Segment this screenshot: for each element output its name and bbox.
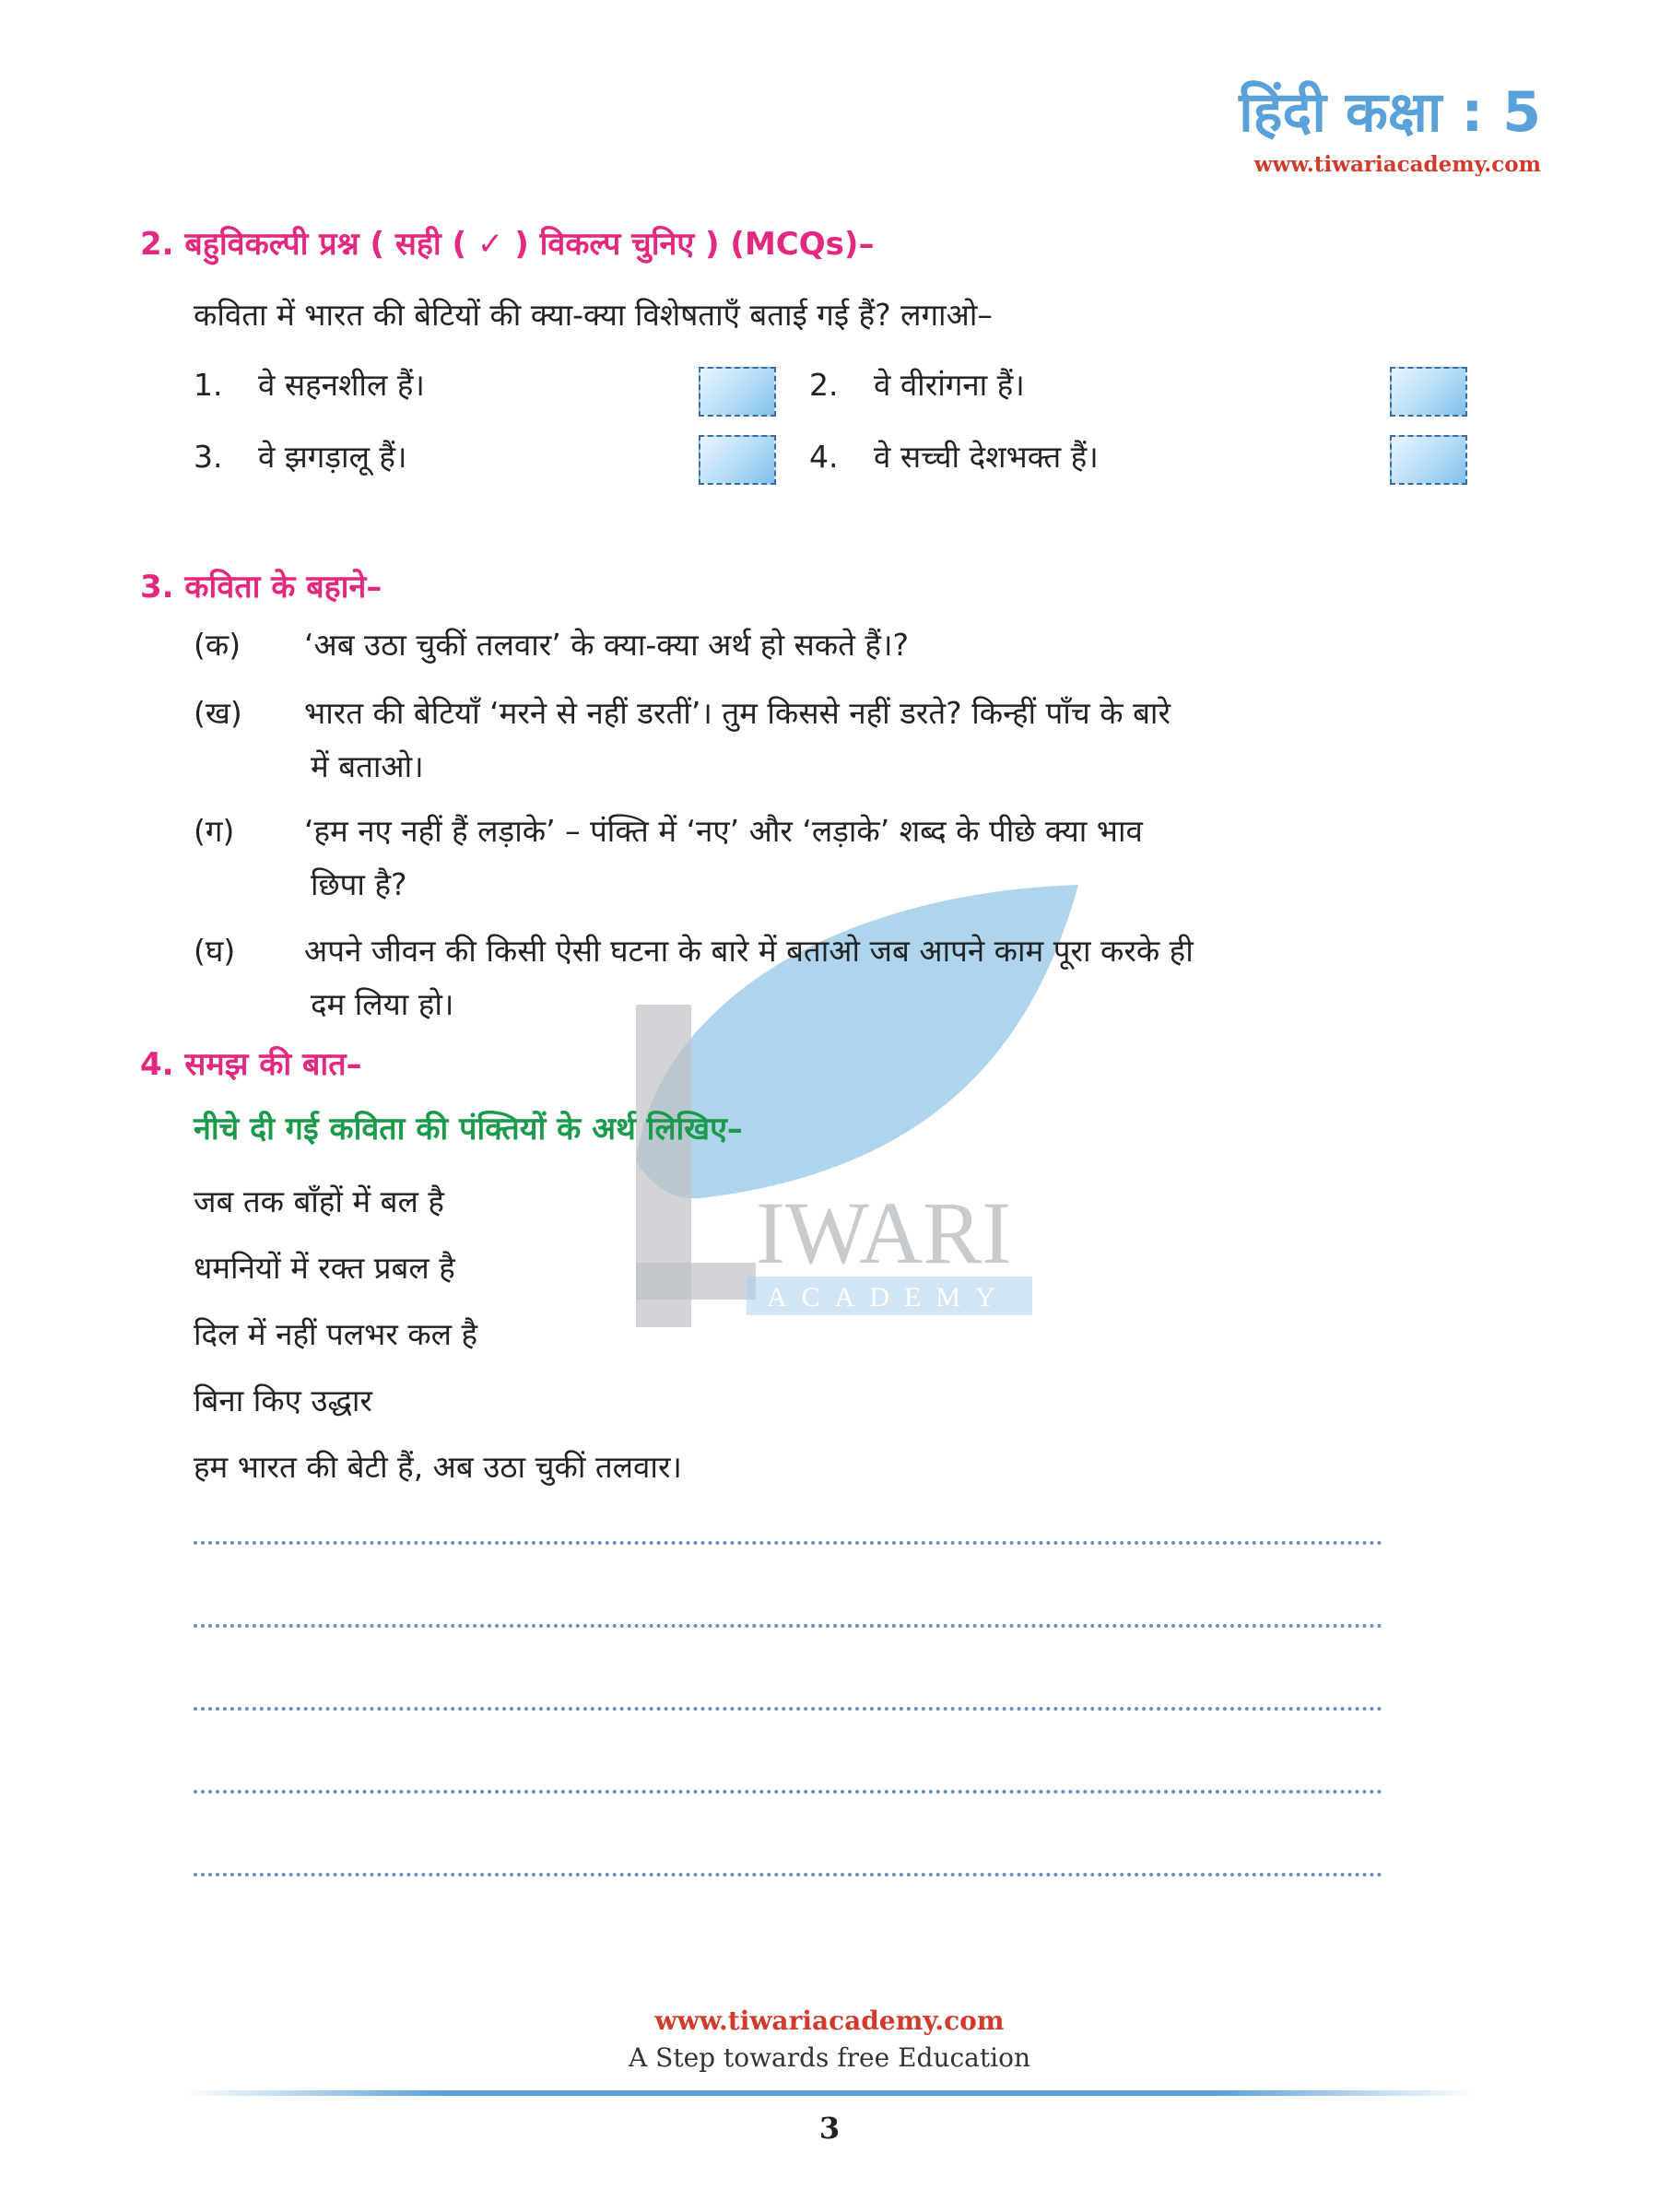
page-number: 3 <box>818 2111 841 2146</box>
question-gha-continuation: दम लिया हो। <box>311 986 454 1022</box>
poem-line: बिना किए उद्धार <box>194 1382 372 1418</box>
question-label: (घ) <box>194 933 236 969</box>
mcq-option-text: वे सहनशील हैं। <box>258 367 425 403</box>
question-text: ‘हम नए नहीं हैं लड़ाके’ – पंक्ति में ‘नए’ और ‘लड़ाके’ शब्द के पीछे क्या भाव <box>304 813 1143 849</box>
mcq-option-number: 3. <box>194 439 223 475</box>
question-ga-continuation: छिपा है? <box>311 866 407 902</box>
question-gha <box>194 929 1194 971</box>
mcq-option-2 <box>809 363 1025 405</box>
mcq-option-1 <box>194 363 425 405</box>
answer-line[interactable] <box>194 1541 1382 1545</box>
answer-line[interactable] <box>194 1790 1382 1794</box>
footer-website-link[interactable]: www.tiwariacademy.com <box>654 2006 1005 2036</box>
poem-line: धमनियों में रक्त प्रबल है <box>194 1250 455 1286</box>
section-4-heading: 4. समझ की बात– <box>140 1046 362 1083</box>
mcq-option-number: 2. <box>809 367 839 403</box>
poem-line: जब तक बाँहों में बल है <box>194 1183 444 1219</box>
mcq-option-text: वे झगड़ालू हैं। <box>258 439 407 475</box>
question-kha <box>194 691 1171 733</box>
footer-divider <box>184 2090 1475 2096</box>
section-3-heading: 3. कविता के बहाने– <box>140 569 382 606</box>
poem-line: दिल में नहीं पलभर कल है <box>194 1316 478 1352</box>
question-text: अपने जीवन की किसी ऐसी घटना के बारे में बताओ जब आपने काम पूरा करके ही <box>304 933 1194 969</box>
question-label: (ग) <box>194 813 235 849</box>
mcq-option-number: 4. <box>809 439 839 475</box>
page-header-title: हिंदी कक्षा : 5 <box>1239 80 1541 145</box>
watermark-brand-text: IWARI <box>756 1183 1012 1282</box>
answer-line[interactable] <box>194 1624 1382 1628</box>
mcq-option-text: वे सच्ची देशभक्त हैं। <box>874 439 1099 475</box>
question-text: ‘अब उठा चुकीं तलवार’ के क्या-क्या अर्थ हो सकते हैं।? <box>304 627 909 663</box>
question-ga <box>194 809 1143 851</box>
mcq-option-text: वे वीरांगना हैं। <box>874 367 1025 403</box>
poem-line: हम भारत की बेटी हैं, अब उठा चुकीं तलवार। <box>194 1449 682 1485</box>
section-2-heading: 2. बहुविकल्पी प्रश्न ( सही ( ✓ ) विकल्प चुनिए ) (MCQs)– <box>140 226 875 263</box>
header-website-link[interactable]: www.tiwariacademy.com <box>1253 152 1541 177</box>
answer-line[interactable] <box>194 1873 1382 1877</box>
section-4-subheading: नीचे दी गई कविता की पंक्तियों के अर्थ लिखिए– <box>194 1111 743 1147</box>
question-text: भारत की बेटियाँ ‘मरने से नहीं डरतीं’। तुम किससे नहीं डरते? किन्हीं पाँच के बारे <box>304 695 1171 731</box>
question-label: (ख) <box>194 695 242 731</box>
footer-tagline: A Step towards free Education <box>629 2042 1030 2073</box>
mcq-option-4 <box>809 435 1099 477</box>
mcq-option-4-checkbox[interactable] <box>1390 435 1467 485</box>
watermark-sub-text: ACADEMY <box>767 1282 1010 1312</box>
mcq-option-1-checkbox[interactable] <box>699 367 776 417</box>
mcq-option-2-checkbox[interactable] <box>1390 367 1467 417</box>
section-2-prompt: कविता में भारत की बेटियों की क्या-क्या विशेषताएँ बताई गई हैं? लगाओ– <box>194 297 993 333</box>
mcq-option-3-checkbox[interactable] <box>699 435 776 485</box>
answer-line[interactable] <box>194 1707 1382 1711</box>
mcq-option-number: 1. <box>194 367 223 403</box>
question-label: (क) <box>194 627 241 663</box>
mcq-option-3 <box>194 435 406 477</box>
question-kha-continuation: में बताओ। <box>311 748 424 784</box>
question-ka <box>194 623 909 665</box>
